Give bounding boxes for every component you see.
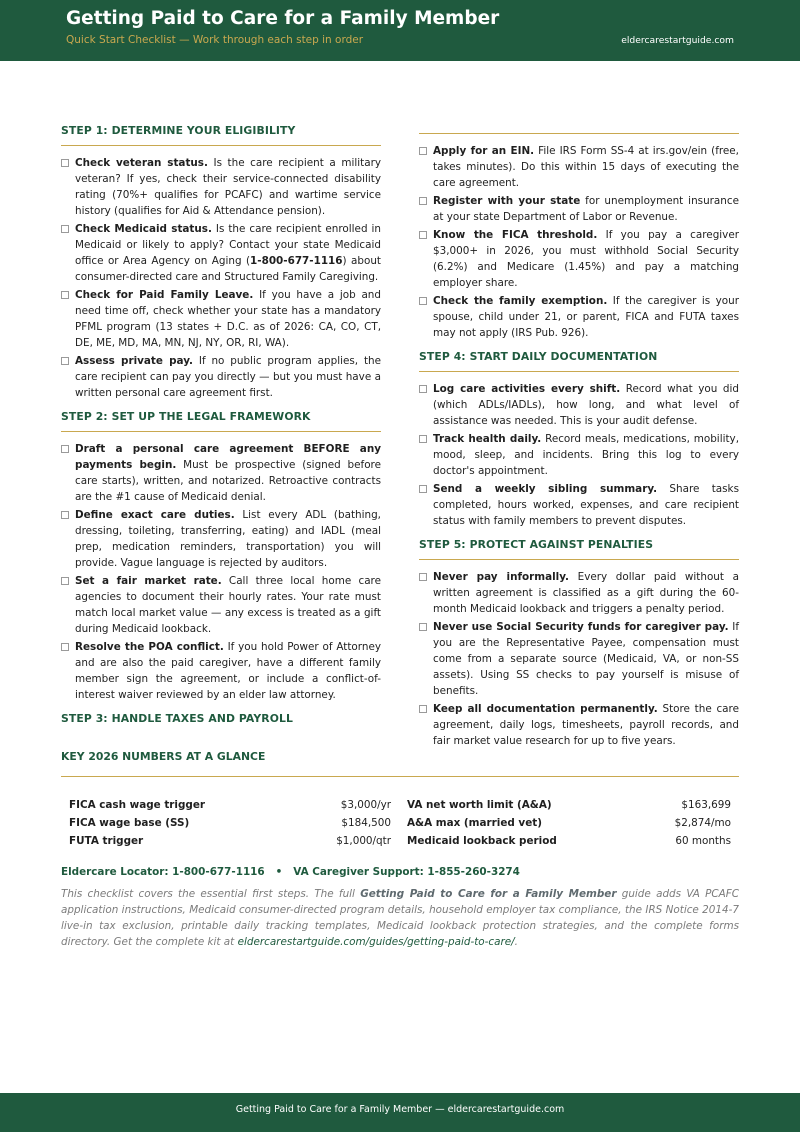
item-heading: Check for Paid Family Leave. <box>75 289 254 301</box>
number-value: $2,874/mo <box>674 817 731 829</box>
step-1-section <box>61 124 381 401</box>
item-text: for unemployment insurance at your state Department of Labor or Revenue. <box>433 195 739 223</box>
item-heading: Send a weekly sibling summary. <box>433 483 658 495</box>
step-5-section <box>419 538 739 749</box>
checkbox[interactable] <box>61 445 69 453</box>
page-title: Getting Paid to Care for a Family Member <box>66 8 500 29</box>
checklist-item <box>61 287 381 351</box>
item-text: If no public program applies, the care recipient can pay you directly — but you must have a written personal care agreement first. <box>75 355 381 399</box>
step-2-title: STEP 2: SET UP THE LEGAL FRAMEWORK <box>61 410 311 423</box>
checklist-item <box>419 481 739 529</box>
item-heading: Assess private pay. <box>75 355 194 367</box>
item-text: List every ADL (bathing, dressing, toileting, transferring, eating) and IADL (meal prep, medication reminders, transportation) you will provide. Vague language is rejected by auditors. <box>75 509 381 569</box>
checkbox[interactable] <box>419 435 427 443</box>
item-heading: Track health daily. <box>433 433 542 445</box>
item-text: ) about consumer-directed care and Structured Family Caregiving. <box>75 255 381 283</box>
checklist-item <box>61 353 381 401</box>
item-heading: Never pay informally. <box>433 571 569 583</box>
checkbox[interactable] <box>61 511 69 519</box>
checkbox[interactable] <box>61 225 69 233</box>
checkbox[interactable] <box>61 291 69 299</box>
step-4-section <box>419 350 739 529</box>
page-footer <box>0 1093 800 1132</box>
checkbox[interactable] <box>419 485 427 493</box>
checkbox[interactable] <box>419 231 427 239</box>
left-column <box>61 124 381 725</box>
item-heading: Set a fair market rate. <box>75 575 222 587</box>
section-divider <box>419 559 739 560</box>
number-value: 60 months <box>675 835 731 847</box>
item-text: If the caregiver is your spouse, child under 21, or parent, FICA and FUTA taxes may not apply (IRS Pub. 926). <box>433 295 739 339</box>
step-5-title: STEP 5: PROTECT AGAINST PENALTIES <box>419 538 654 551</box>
guide-link[interactable]: eldercarestartguide.com/guides/getting-paid-to-care/ <box>237 936 515 948</box>
checkbox[interactable] <box>419 385 427 393</box>
key-numbers-title: KEY 2026 NUMBERS AT A GLANCE <box>61 750 266 763</box>
item-heading: Check veteran status. <box>75 157 208 169</box>
item-heading: Define exact care duties. <box>75 509 235 521</box>
header-site-link[interactable]: eldercarestartguide.com <box>621 35 734 46</box>
number-value: $163,699 <box>681 799 731 811</box>
checklist-item <box>61 507 381 571</box>
note-text: . <box>514 936 518 948</box>
checklist-item <box>419 227 739 291</box>
number-label: FUTA trigger <box>69 835 144 847</box>
table-row <box>69 817 731 835</box>
page-header <box>0 0 800 61</box>
section-divider <box>419 371 739 372</box>
section-divider <box>61 145 381 146</box>
item-text: Is the care recipient enrolled in Medicaid or likely to apply? Contact your state Medicaid office or Area Agency on Aging ( <box>75 223 381 267</box>
item-text: If you pay a caregiver $3,000+ in 2026, you must withhold Social Security (6.2%) and Medicare (1.45%) and pay a matching employer share. <box>433 229 739 289</box>
checkbox[interactable] <box>61 357 69 365</box>
checkbox[interactable] <box>419 705 427 713</box>
checklist-item <box>419 701 739 749</box>
number-value: $184,500 <box>341 817 391 829</box>
checkbox[interactable] <box>419 147 427 155</box>
checklist-item <box>419 293 739 341</box>
checklist-item <box>61 639 381 703</box>
eldercare-locator-phone[interactable]: Eldercare Locator: 1-800-677-1116 <box>61 866 265 878</box>
item-text: Share tasks completed, hours worked, expenses, and care recipient status with family members to prevent disputes. <box>433 483 739 527</box>
checklist-item <box>61 221 381 285</box>
item-text: Is the care recipient a military veteran? If yes, check their service-connected disability rating (70%+ qualifies for PCAFC) and wartime service history (qualifies for Aid & Attendance pension). <box>75 157 381 217</box>
item-heading: Keep all documentation permanently. <box>433 703 658 715</box>
item-text: File IRS Form SS-4 at irs.gov/ein (free, takes minutes). Do this within 15 days of executing the care agreement. <box>433 145 739 189</box>
section-divider <box>61 776 739 777</box>
item-text: Record what you did (which ADLs/IADLs), how long, and what level of assistance was needed. This is your audit defense. <box>433 383 739 427</box>
bullet-separator: • <box>275 866 283 878</box>
checkbox[interactable] <box>61 159 69 167</box>
item-text: If you have a job and need time off, check whether your state has a mandatory PFML program (13 states + D.C. as of 2026: CA, CO, CT, DE, ME, MD, MA, MN, NJ, NY, OR, RI, WA). <box>75 289 381 349</box>
phone-number: 1-800-677-1116 <box>250 255 343 267</box>
number-label: VA net worth limit (A&A) <box>407 799 552 811</box>
checklist-item <box>61 573 381 637</box>
step-3-title: STEP 3: HANDLE TAXES AND PAYROLL <box>61 712 293 725</box>
checkbox[interactable] <box>419 297 427 305</box>
checkbox[interactable] <box>419 197 427 205</box>
section-divider <box>61 431 381 432</box>
key-numbers-section <box>61 750 739 847</box>
step-4-title: STEP 4: START DAILY DOCUMENTATION <box>419 350 658 363</box>
item-heading: Log care activities every shift. <box>433 383 621 395</box>
checkbox[interactable] <box>61 643 69 651</box>
item-heading: Resolve the POA conflict. <box>75 641 224 653</box>
page-subtitle: Quick Start Checklist — Work through each step in order <box>66 34 364 46</box>
checklist-item <box>61 441 381 505</box>
item-text: Store the care agreement, daily logs, timesheets, payroll records, and fair market value research for up to five years. <box>433 703 739 747</box>
item-heading: Draft a personal care agreement BEFORE any payments begin. <box>75 443 381 471</box>
checklist-item <box>419 143 739 191</box>
step-2-section <box>61 410 381 703</box>
number-label: Medicaid lookback period <box>407 835 557 847</box>
item-heading: Never use Social Security funds for caregiver pay. <box>433 621 729 633</box>
note-text: guide adds VA PCAFC application instructions, Medicaid consumer-directed program details, household employer tax compliance, the IRS Notice 2014-7 live-in tax exclusion, printable daily tracking templates, Medicaid lookback protection strategies, and the complete forms directory. Get the complete kit at <box>61 888 739 948</box>
checkbox[interactable] <box>419 623 427 631</box>
step-3-section <box>61 712 381 725</box>
number-value: $3,000/yr <box>340 799 391 811</box>
closing-note <box>61 886 739 950</box>
step-1-title: STEP 1: DETERMINE YOUR ELIGIBILITY <box>61 124 296 137</box>
item-text: If you are the Representative Payee, compensation must come from a separate source (Medicaid, VA, or non-SS assets). Using SS checks to pay yourself is misuse of benefits. <box>433 621 739 697</box>
checklist-item <box>419 193 739 225</box>
table-row <box>69 835 731 853</box>
footer-text: Getting Paid to Care for a Family Member — eldercarestartguide.com <box>235 1104 565 1115</box>
section-divider <box>419 133 739 134</box>
checklist-item <box>419 431 739 479</box>
step-3-continued <box>419 133 739 341</box>
item-text: Every dollar paid without a written agreement is classified as a gift during the 60-month Medicaid lookback and triggers a penalty period. <box>433 571 739 615</box>
checkbox[interactable] <box>419 573 427 581</box>
item-heading: Register with your state <box>433 195 581 207</box>
checkbox[interactable] <box>61 577 69 585</box>
item-heading: Apply for an EIN. <box>433 145 535 157</box>
key-numbers-table <box>69 799 731 853</box>
checklist-item <box>419 569 739 617</box>
va-caregiver-phone[interactable]: VA Caregiver Support: 1-855-260-3274 <box>293 866 520 878</box>
guide-title: Getting Paid to Care for a Family Member <box>360 888 617 900</box>
table-row <box>69 799 731 817</box>
item-text: Call three local home care agencies to document their hourly rates. Your rate must match local market value — any excess is treated as a gift during Medicaid lookback. <box>75 575 381 635</box>
right-column <box>419 124 739 751</box>
item-heading: Check Medicaid status. <box>75 223 212 235</box>
item-text: Record meals, medications, mobility, mood, sleep, and incidents. Bring this log to every doctor's appointment. <box>433 433 739 477</box>
checklist-item <box>419 381 739 429</box>
contact-line <box>61 866 520 878</box>
number-label: A&A max (married vet) <box>407 817 542 829</box>
number-value: $1,000/qtr <box>336 835 391 847</box>
item-text: Must be prospective (signed before care starts), written, and notarized. Retroactive contracts are the #1 cause of Medicaid denial. <box>75 459 381 503</box>
item-text: If you hold Power of Attorney and are also the paid caregiver, have a different family member sign the agreement, or include a conflict-of-interest waiver reviewed by an elder law attorney. <box>75 641 381 701</box>
number-label: FICA cash wage trigger <box>69 799 206 811</box>
item-heading: Know the FICA threshold. <box>433 229 598 241</box>
checklist-item <box>419 619 739 699</box>
note-text: This checklist covers the essential first steps. The full <box>61 888 361 900</box>
item-heading: Check the family exemption. <box>433 295 608 307</box>
number-label: FICA wage base (SS) <box>69 817 190 829</box>
checklist-item <box>61 155 381 219</box>
